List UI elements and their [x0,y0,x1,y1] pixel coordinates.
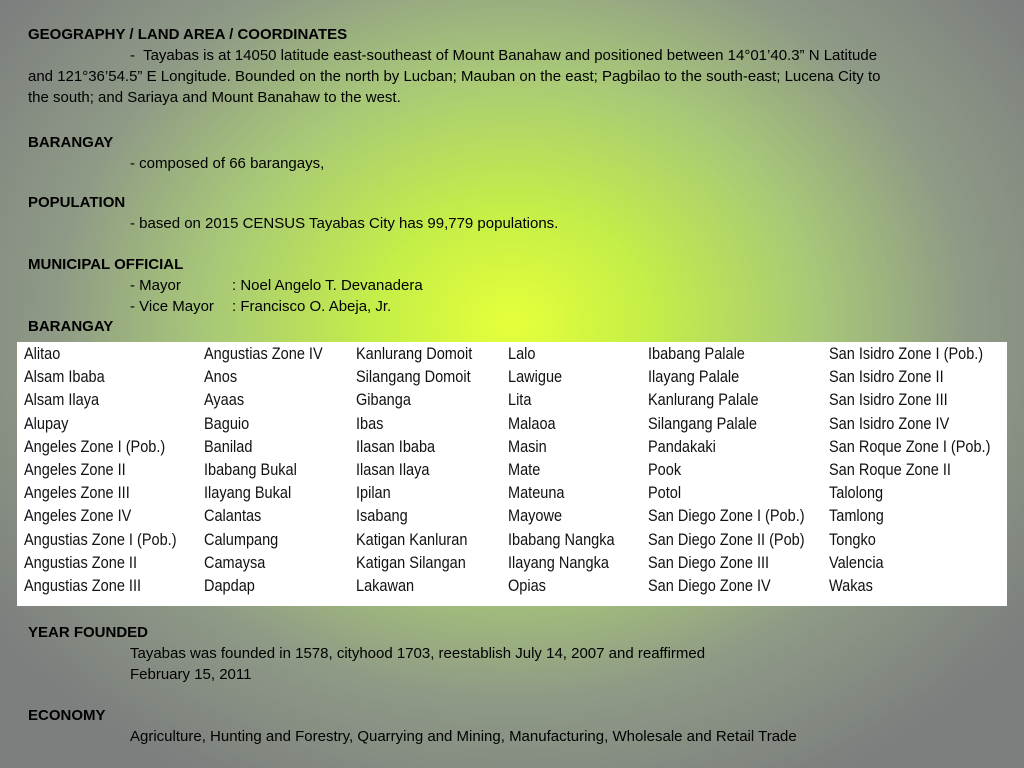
barangay-cell: Angeles Zone III [24,484,130,503]
barangay-column-1 [24,343,177,598]
barangay-cell: Calantas [204,507,262,526]
barangay-cell: Camaysa [204,553,266,572]
barangay-cell: San Diego Zone IV [648,577,771,596]
barangay-cell: Gibanga [356,391,411,410]
barangay-cell: Mateuna [508,484,565,503]
barangay-cell: Ilayang Palale [648,368,740,387]
geography-line-3: the south; and Sariaya and Mount Banahaw to the west. [28,89,401,106]
vice-mayor-name: : Francisco O. Abeja, Jr. [232,298,392,315]
barangay-cell: Tamlong [829,507,884,526]
barangay-cell: Isabang [356,507,408,526]
barangay-cell: Alupay [24,414,69,433]
barangay-cell: Kanlurang Domoit [356,345,473,363]
barangay-cell: Ipilan [356,484,391,503]
barangay-cell: Lita [508,391,532,410]
barangay-cell: Mayowe [508,507,563,526]
geography-heading: GEOGRAPHY / LAND AREA / COORDINATES [28,26,348,43]
geography-line-1: Tayabas is at 14050 latitude east-southeast of Mount Banahaw and positioned between 14°01’40.3” N Latitude [143,47,878,64]
year-founded-line-2: February 15, 2011 [130,666,252,683]
barangay-cell: Banilad [204,437,253,456]
barangay-cell: Mate [508,461,541,480]
barangay-cell: Katigan Silangan [356,553,466,572]
vice-mayor-role: - Vice Mayor [130,298,214,315]
barangay-cell: Pook [648,461,682,480]
barangay-cell: San Isidro Zone II [829,368,944,387]
vice-mayor-row [28,296,1000,317]
barangay-cell: Angustias Zone IV [204,345,323,363]
barangay-cell: Angustias Zone III [24,577,142,596]
barangay-cell: Angustias Zone II [24,553,138,572]
barangay-cell: Lalo [508,345,536,363]
barangay-cell: Ibabang Nangka [508,530,615,549]
mayor-role: - Mayor [130,277,181,294]
economy-text: Agriculture, Hunting and Forestry, Quarrying and Mining, Manufacturing, Wholesale and Retail Trade [130,728,797,745]
barangay-cell: Ilayang Bukal [204,484,292,503]
barangay-cell: Ilayang Nangka [508,553,609,572]
barangay-cell: Ibabang Palale [648,345,745,363]
barangay-cell: Potol [648,484,682,503]
barangay-cell: Valencia [829,553,884,572]
barangay-cell: Alsam Ibaba [24,368,105,387]
barangay-cell: Wakas [829,577,873,596]
barangay-cell: Ilasan Ilaya [356,461,430,480]
barangay-column-6 [829,343,990,598]
barangay-cell: Angeles Zone IV [24,507,132,526]
barangay-column-2 [204,343,323,598]
barangay-cell: Tongko [829,530,876,549]
barangay-column-5 [648,343,805,598]
barangay-cell: Talolong [829,484,884,503]
municipal-official-heading: MUNICIPAL OFFICIAL [28,256,184,273]
barangay-cell: Lawigue [508,368,563,387]
barangay-table [17,342,1007,606]
barangay-column-3 [356,343,472,598]
population-section [28,192,1000,234]
barangay-count-section [28,132,1000,174]
barangay-cell: Silangang Palale [648,414,757,433]
year-founded-section [28,622,1000,685]
barangay-cell: San Diego Zone III [648,553,770,572]
barangay-cell: Pandakaki [648,437,716,456]
barangay-cell: Dapdap [204,577,255,596]
mayor-name: : Noel Angelo T. Devanadera [232,277,423,294]
population-text: - based on 2015 CENSUS Tayabas City has 99,779 populations. [130,215,559,232]
barangay-cell: Malaoa [508,414,556,433]
barangay-cell: San Roque Zone II [829,461,951,480]
barangay-cell: Anos [204,368,238,387]
barangay-cell: Angustias Zone I (Pob.) [24,530,177,549]
barangay-list-section [28,316,1000,337]
barangay-count-text: - composed of 66 barangays, [130,155,325,172]
municipal-official-section [28,254,1000,317]
barangay-cell: San Roque Zone I (Pob.) [829,437,991,456]
barangay-cell: Alitao [24,345,61,363]
barangay-list-heading: BARANGAY [28,318,114,335]
barangay-cell: San Isidro Zone IV [829,414,950,433]
economy-heading: ECONOMY [28,707,106,724]
barangay-cell: Ibas [356,414,384,433]
barangay-cell: San Diego Zone I (Pob.) [648,507,805,526]
barangay-column-4 [508,343,615,598]
barangay-cell: Opias [508,577,546,596]
economy-section [28,705,1000,747]
barangay-cell: Ilasan Ibaba [356,437,436,456]
mayor-row [28,275,1000,296]
barangay-cell: Baguio [204,414,250,433]
geography-text [28,45,1000,108]
barangay-cell: Ayaas [204,391,245,410]
geography-dash: - [130,47,135,64]
year-founded-heading: YEAR FOUNDED [28,624,149,641]
barangay-cell: San Isidro Zone I (Pob.) [829,345,984,363]
barangay-cell: Kanlurang Palale [648,391,759,410]
barangay-cell: Lakawan [356,577,415,596]
barangay-cell: Katigan Kanluran [356,530,468,549]
barangay-cell: San Isidro Zone III [829,391,948,410]
geography-line-2: and 121°36’54.5” E Longitude. Bounded on the north by Lucban; Mauban on the east; Pagbilao to the south-east; Lucena City to [28,68,881,85]
barangay-cell: Masin [508,437,547,456]
barangay-cell: Silangang Domoit [356,368,471,387]
year-founded-line-1: Tayabas was founded in 1578, cityhood 1703, reestablish July 14, 2007 and reaffirmed [130,645,706,662]
barangay-cell: Angeles Zone I (Pob.) [24,437,166,456]
barangay-cell: Ibabang Bukal [204,461,297,480]
barangay-cell: Angeles Zone II [24,461,126,480]
barangay-cell: San Diego Zone II (Pob) [648,530,805,549]
geography-section [28,24,1000,108]
barangay-cell: Alsam Ilaya [24,391,100,410]
population-heading: POPULATION [28,194,126,211]
barangay-cell: Calumpang [204,530,279,549]
barangay-count-heading: BARANGAY [28,134,114,151]
